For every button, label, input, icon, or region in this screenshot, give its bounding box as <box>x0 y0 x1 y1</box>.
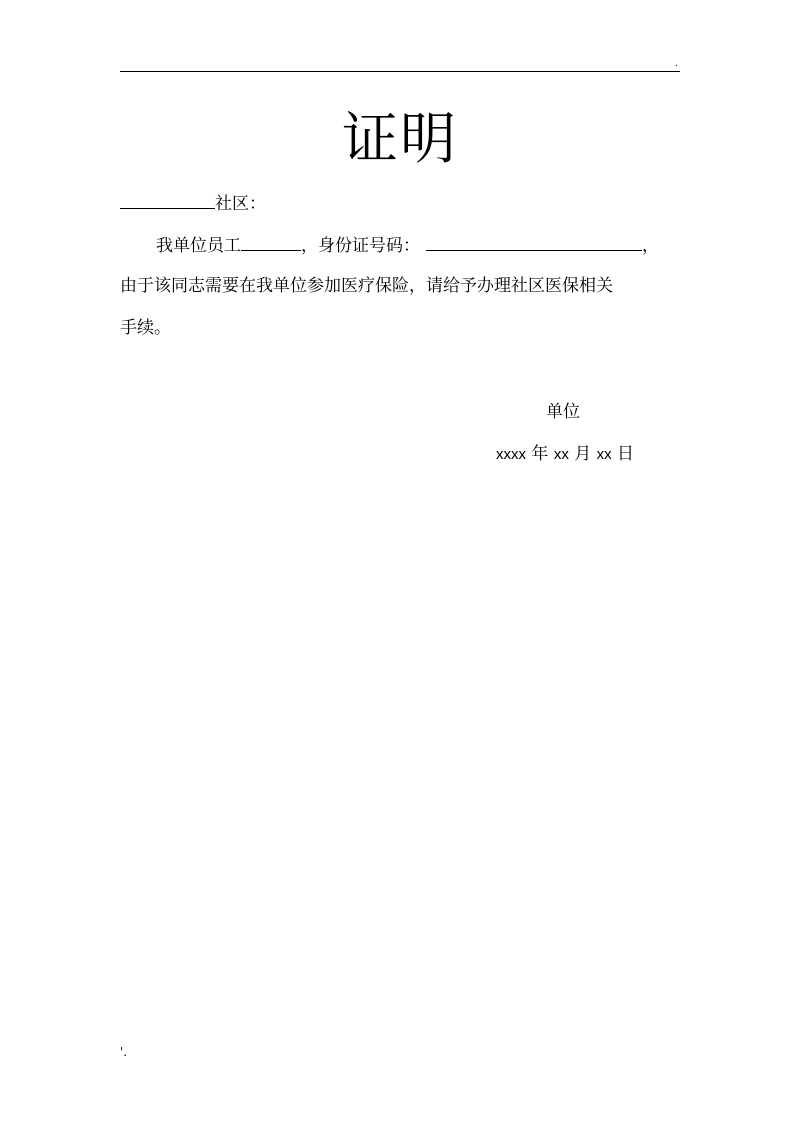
date-day-unit: 日 <box>617 444 635 464</box>
date-day: xx <box>596 446 612 463</box>
addressee-suffix: 社区： <box>215 194 266 214</box>
body-line-1 <box>156 233 659 257</box>
employee-label: 我单位员工 <box>156 236 241 256</box>
date-month-unit: 月 <box>574 444 592 464</box>
id-number-label: ，身份证号码： <box>301 236 420 256</box>
document-title: 证明 <box>342 107 458 172</box>
footer-mark: '. <box>120 1045 128 1059</box>
id-number-blank <box>426 233 642 251</box>
signer-unit: 单位 <box>546 402 580 422</box>
date-year: xxxx <box>496 446 526 463</box>
addressee-line <box>120 191 266 215</box>
signature-date <box>496 443 634 466</box>
community-blank <box>120 191 215 209</box>
employee-name-blank <box>241 233 301 251</box>
body-line-2: 由于该同志需要在我单位参加医疗保险，请给予办理社区医保相关 <box>120 276 613 296</box>
header-dot: . <box>675 59 678 69</box>
line1-end-comma: ， <box>642 236 659 256</box>
body-line-3: 手续。 <box>120 318 171 338</box>
date-year-unit: 年 <box>531 444 549 464</box>
date-month: xx <box>553 446 569 463</box>
header-rule <box>120 71 680 72</box>
